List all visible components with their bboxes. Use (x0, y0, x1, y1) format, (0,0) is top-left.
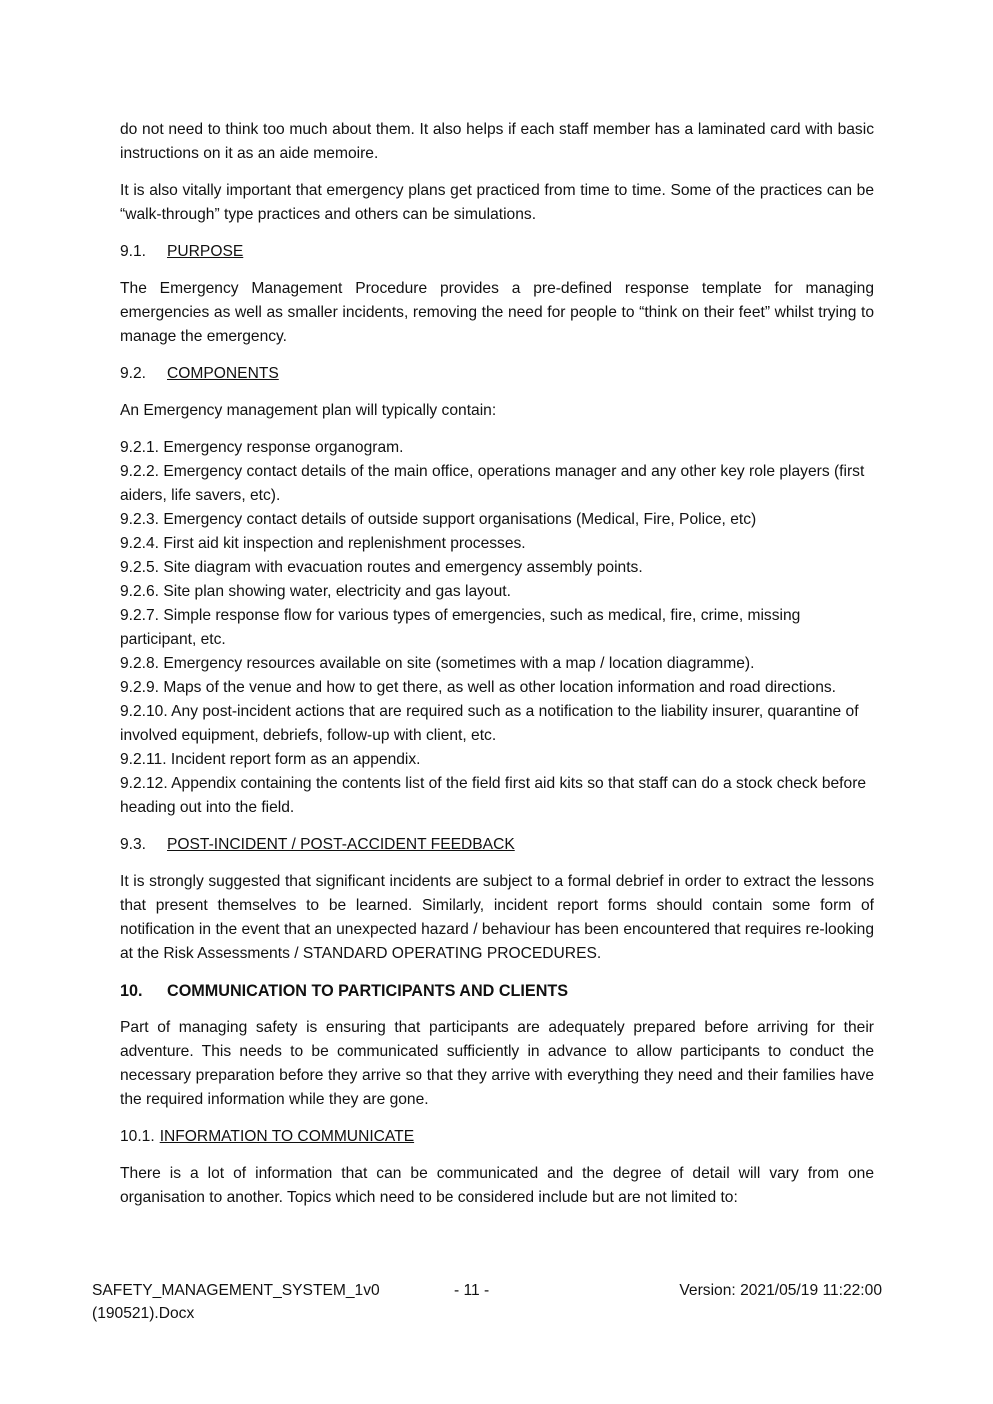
section-title: INFORMATION TO COMMUNICATE (159, 1128, 415, 1145)
section-number: 10. (120, 982, 143, 1000)
list-item: 9.2.4. First aid kit inspection and replenishment processes. (120, 535, 526, 552)
list-item: 9.2.12. Appendix containing the contents list of the field first aid kits so that staff can do a stock check before heading out into the field. (120, 775, 867, 816)
section-number: 10.1. (120, 1128, 155, 1145)
intro-paragraph-1: do not need to think too much about them. It also helps if each staff member has a laminated card with basic instructions on it as an aide memoire. (120, 121, 874, 162)
section-9-2-intro: An Emergency management plan will typically contain: (120, 402, 497, 419)
section-9-3-heading (120, 833, 874, 857)
section-9-1-body: The Emergency Management Procedure provides a pre-defined response template for managing emergencies as well as smaller incidents, removing the need for people to “think on their feet” whilst trying to manage the emergency. (120, 280, 874, 345)
section-10-1-heading (120, 1125, 874, 1149)
components-list (120, 436, 874, 820)
list-item: 9.2.6. Site plan showing water, electricity and gas layout. (120, 583, 511, 600)
list-item: 9.2.11. Incident report form as an appendix. (120, 751, 421, 768)
footer-filename-line-2: (190521).Docx (92, 1305, 195, 1322)
footer-version: Version: 2021/05/19 11:22:00 (679, 1282, 882, 1299)
section-10-heading (120, 979, 874, 1003)
list-item: 9.2.8. Emergency resources available on site (sometimes with a map / location diagramme). (120, 655, 755, 672)
page-footer (92, 1279, 882, 1329)
list-item: 9.2.1. Emergency response organogram. (120, 439, 404, 456)
section-10-1-body: There is a lot of information that can be communicated and the degree of detail will vary from one organisation to another. Topics which need to be considered include but are not limited to: (120, 1165, 874, 1206)
section-9-2-heading (120, 362, 874, 386)
section-number: 9.1. (120, 243, 147, 260)
section-9-1-heading (120, 240, 874, 264)
footer-page-number: - 11 - (454, 1282, 490, 1299)
page-content (120, 118, 874, 1210)
section-10-body: Part of managing safety is ensuring that participants are adequately prepared before arriving for their adventure. This needs to be communicated sufficiently in advance to allow participants to conduct the necessary preparation before they arrive so that they arrive with everything they need and their families have the required information while they are gone. (120, 1019, 874, 1108)
intro-paragraph-2: It is also vitally important that emergency plans get practiced from time to time. Some of the practices can be “walk-through” type practices and others can be simulations. (120, 182, 874, 223)
list-item: 9.2.9. Maps of the venue and how to get there, as well as other location information and road directions. (120, 679, 837, 696)
footer-filename (92, 1279, 412, 1325)
footer-filename-line-1: SAFETY_MANAGEMENT_SYSTEM_1v0 (92, 1282, 380, 1299)
section-title: PURPOSE (167, 243, 244, 260)
list-item: 9.2.3. Emergency contact details of outside support organisations (Medical, Fire, Police, etc) (120, 511, 757, 528)
list-item: 9.2.5. Site diagram with evacuation routes and emergency assembly points. (120, 559, 643, 576)
section-title: COMMUNICATION TO PARTICIPANTS AND CLIENTS (167, 982, 569, 1000)
list-item: 9.2.7. Simple response flow for various types of emergencies, such as medical, fire, crime, missing participant, etc. (120, 607, 801, 648)
list-item: 9.2.10. Any post-incident actions that are required such as a notification to the liability insurer, quarantine of involved equipment, debriefs, follow-up with client, etc. (120, 703, 859, 744)
section-title: POST-INCIDENT / POST-ACCIDENT FEEDBACK (167, 836, 515, 853)
section-number: 9.3. (120, 836, 147, 853)
section-number: 9.2. (120, 365, 147, 382)
section-9-3-body: It is strongly suggested that significant incidents are subject to a formal debrief in order to extract the lessons that present themselves to be learned. Similarly, incident report forms should contain some form of notification in the event that an unexpected hazard / behaviour has been encountered that requires re-looking at the Risk Assessments / STANDARD OPERATING PROCEDURES. (120, 873, 874, 962)
list-item: 9.2.2. Emergency contact details of the main office, operations manager and any other key role players (first aiders, life savers, etc). (120, 463, 865, 504)
section-title: COMPONENTS (167, 365, 279, 382)
